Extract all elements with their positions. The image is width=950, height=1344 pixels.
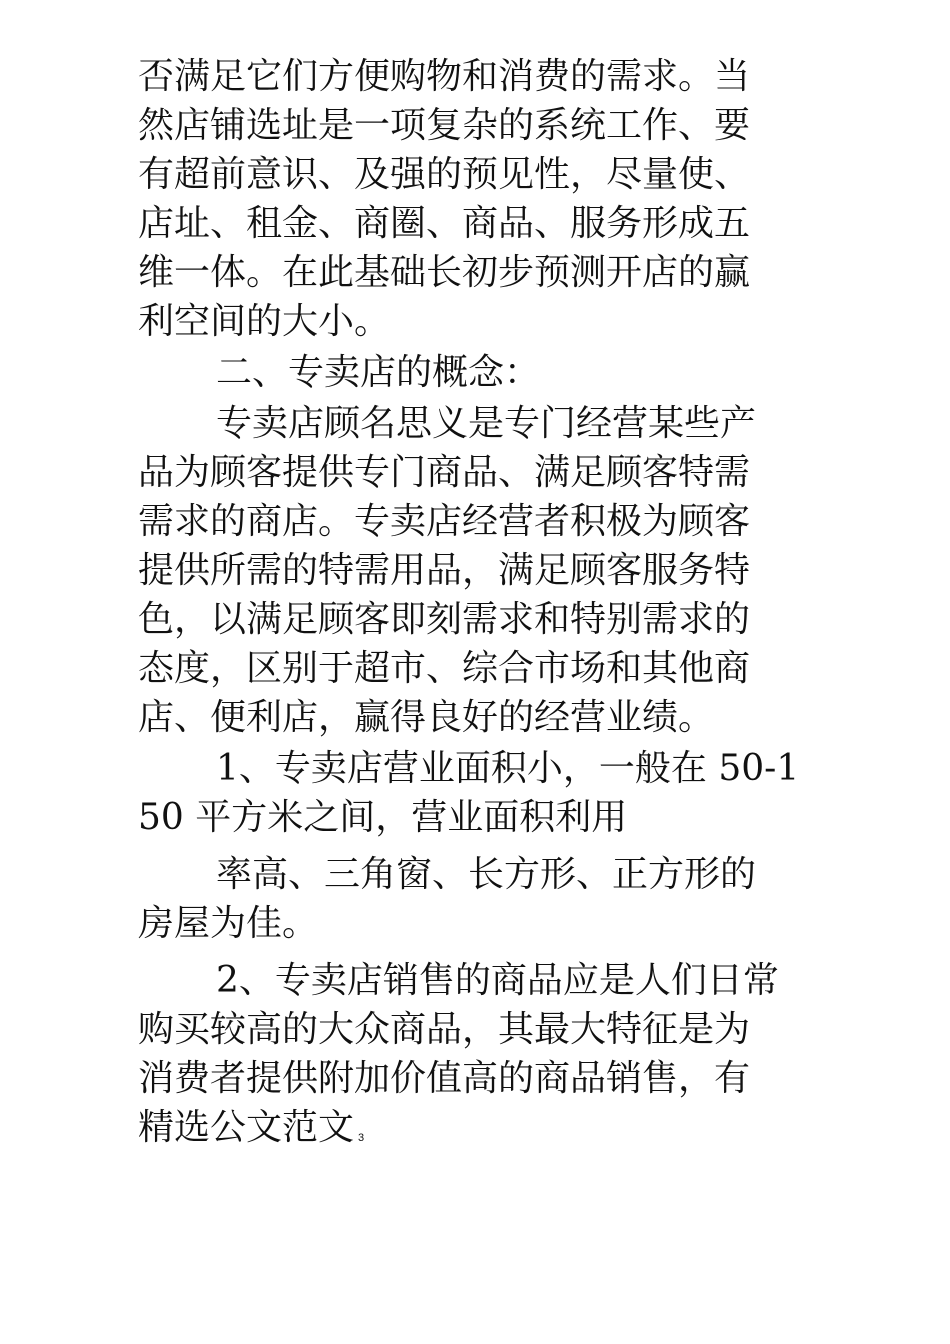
paragraph-line: 利空间的大小。 [138,301,391,342]
list-item-line: 50 平方米之间，营业面积利用 [138,797,628,838]
list-item-line: 2、专卖店销售的商品应是人们日常 [216,960,779,1001]
paragraph-line: 态度，区别于超市、综合市场和其他商 [138,648,751,689]
paragraph-line: 需求的商店。专卖店经营者积极为顾客 [138,501,751,542]
paragraph-line: 有超前意识、及强的预见性，尽量使、 [138,154,751,195]
paragraph-line: 然店铺选址是一项复杂的系统工作、要 [138,105,751,146]
paragraph-line: 维一体。在此基础长初步预测开店的赢 [138,252,751,293]
paragraph-line: 专卖店顾名思义是专门经营某些产 [216,403,757,444]
document-body [138,52,810,1163]
paragraph-line: 店址、租金、商圈、商品、服务形成五 [138,203,751,244]
paragraph-line: 提供所需的特需用品，满足顾客服务特 [138,550,751,591]
paragraph-line: 品为顾客提供专门商品、满足顾客特需 [138,452,751,493]
list-item-line: 率高、三角窗、长方形、正方形的 [216,854,757,895]
list-item-line [138,1103,810,1163]
section-heading: 二、专卖店的概念： [216,352,541,393]
list-item-line: 1、专卖店营业面积小，一般在 50-1 [216,748,800,789]
paragraph-line: 店、便利店，赢得良好的经营业绩。 [138,697,715,738]
last-line-text: 精选公文范文 [138,1107,355,1148]
list-item-line: 房屋为佳。 [138,903,319,944]
page-number: 3 [358,1132,365,1144]
paragraph-line: 色，以满足顾客即刻需求和特别需求的 [138,599,751,640]
list-item-line: 消费者提供附加价值高的商品销售，有 [138,1058,751,1099]
list-item-line: 购买较高的大众商品，其最大特征是为 [138,1009,751,1050]
paragraph-line: 否满足它们方便购物和消费的需求。当 [138,56,751,97]
